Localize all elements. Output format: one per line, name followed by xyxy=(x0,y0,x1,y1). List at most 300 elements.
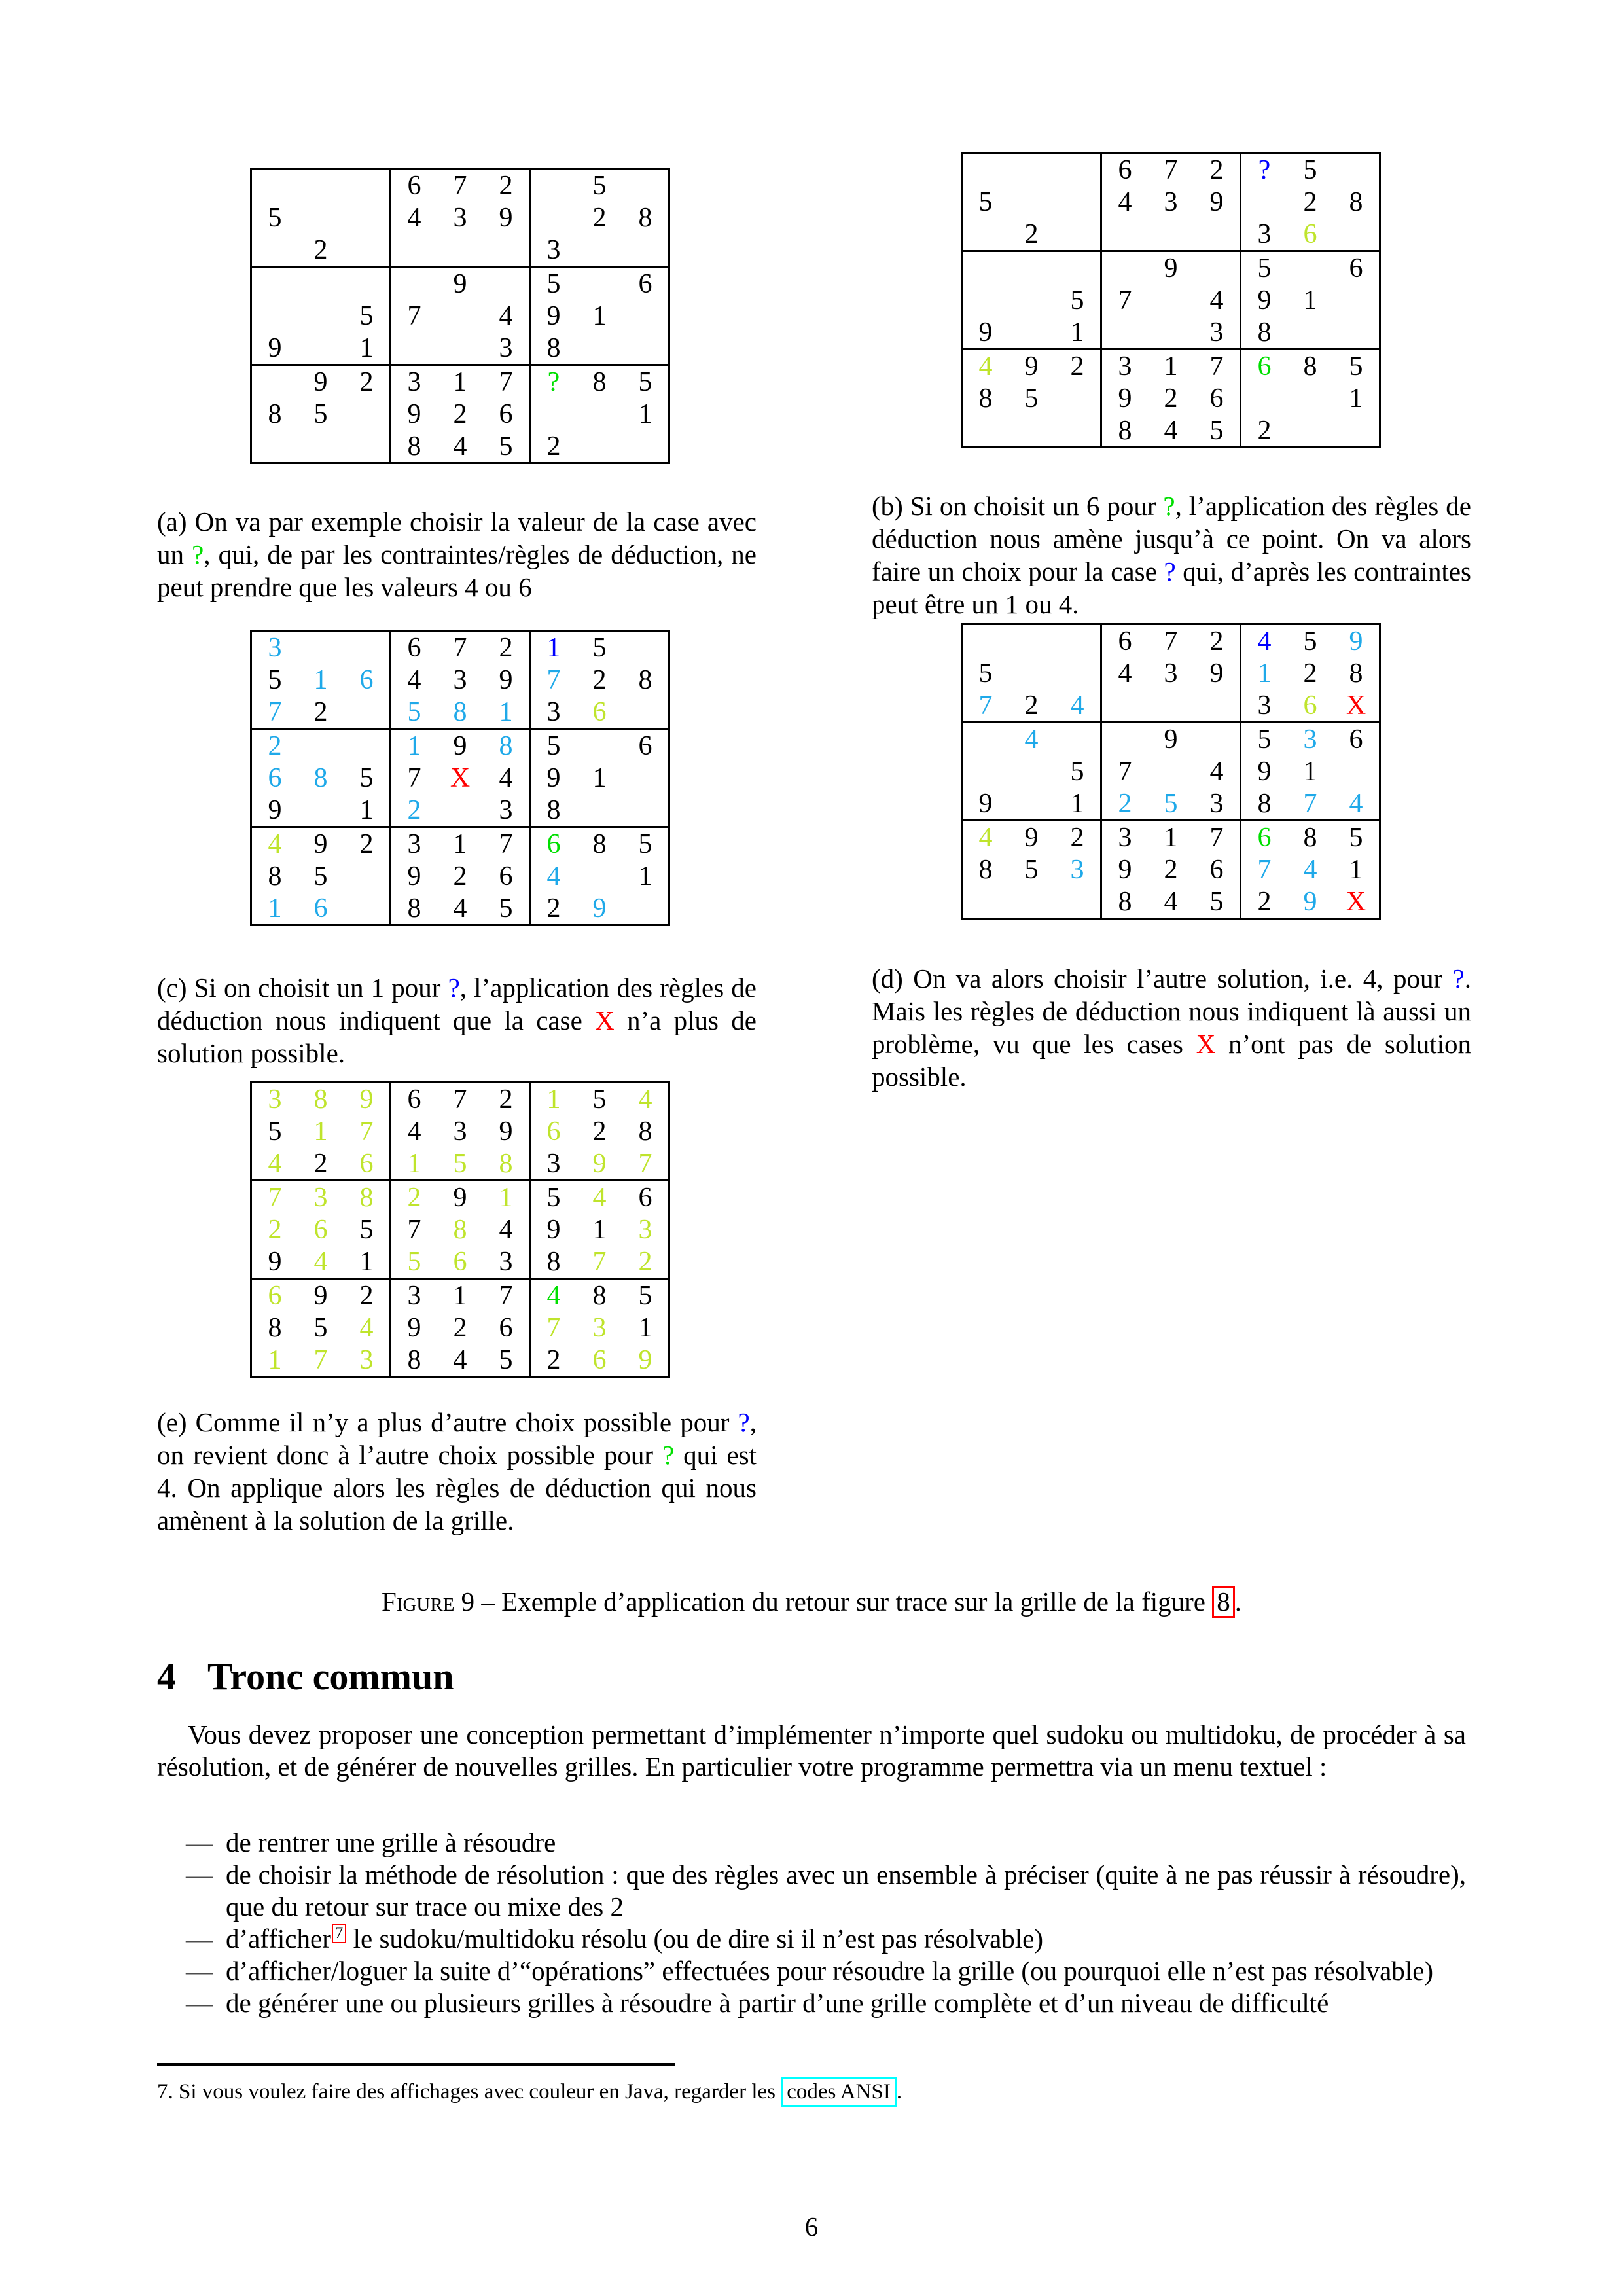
sudoku-box xyxy=(963,723,1102,821)
sudoku-cell: 9 xyxy=(978,789,993,819)
sudoku-box xyxy=(531,1083,668,1181)
sudoku-box xyxy=(963,252,1102,350)
sudoku-cell: 1 xyxy=(499,697,513,727)
subcaption-d xyxy=(872,962,1471,1093)
sudoku-cell: 9 xyxy=(499,1117,513,1147)
sudoku-cell: 4 xyxy=(1118,187,1132,217)
sudoku-cell: 2 xyxy=(638,1247,652,1277)
sudoku-cell xyxy=(1054,886,1100,918)
menu-list xyxy=(157,1827,1466,2019)
text-segment: X xyxy=(595,1005,615,1035)
sudoku-cell: X xyxy=(1346,691,1366,721)
sudoku-cell: 1 xyxy=(1303,757,1317,787)
text-segment: . Mais les règles de déduction nous indiquent là aussi un problème, vu que les cases xyxy=(872,963,1471,1059)
sudoku-cell xyxy=(963,755,1008,787)
sudoku-cell xyxy=(1102,252,1148,284)
sudoku-box xyxy=(1102,252,1241,350)
sudoku-grid-e xyxy=(250,1081,670,1378)
sudoku-cell: 9 xyxy=(313,829,328,859)
text-segment: 7. Si vous voulez faire des affichages avec couleur en Java, regarder les xyxy=(157,2080,781,2104)
sudoku-cell xyxy=(1241,186,1287,218)
sudoku-cell: 9 xyxy=(313,367,328,397)
sudoku-cell: 8 xyxy=(638,203,652,233)
sudoku-cell: 5 xyxy=(1349,823,1363,853)
text-segment: – Exemple d’application du retour sur trace sur la grille de la figure xyxy=(474,1587,1213,1617)
sudoku-cell: 7 xyxy=(1209,823,1224,853)
sudoku-cell: 4 xyxy=(313,1247,328,1277)
sudoku-cell: 8 xyxy=(453,697,467,727)
sudoku-cell: 2 xyxy=(313,1149,328,1179)
sudoku-box xyxy=(391,828,531,924)
sudoku-cell: 1 xyxy=(499,1183,513,1213)
sudoku-cell: 3 xyxy=(407,829,421,859)
sudoku-box xyxy=(963,821,1102,918)
sudoku-cell: 7 xyxy=(546,665,561,695)
sudoku-cell: 5 xyxy=(546,269,561,299)
sudoku-cell: 1 xyxy=(453,1281,467,1311)
sudoku-cell: 7 xyxy=(546,1313,561,1343)
sudoku-cell xyxy=(1008,886,1054,918)
sudoku-cell xyxy=(531,202,577,234)
sudoku-cell: 9 xyxy=(638,1345,652,1375)
sudoku-box xyxy=(531,730,668,828)
sudoku-cell: 6 xyxy=(499,399,513,429)
sudoku-cell xyxy=(577,268,622,300)
text-segment: n’ont pas de solution possible. xyxy=(872,1029,1472,1092)
sudoku-cell: 5 xyxy=(268,665,282,695)
sudoku-cell: 8 xyxy=(1349,658,1363,689)
sudoku-cell: 8 xyxy=(407,431,421,461)
sudoku-cell xyxy=(963,252,1008,284)
sudoku-cell: 3 xyxy=(546,235,561,265)
sudoku-cell: 6 xyxy=(1209,384,1224,414)
list-item-text xyxy=(226,1827,556,1857)
sudoku-cell: 8 xyxy=(268,861,282,891)
footnote-marker-link[interactable]: 7 xyxy=(332,1924,347,1943)
sudoku-cell: 2 xyxy=(1070,823,1084,853)
sudoku-cell: 2 xyxy=(453,399,467,429)
sudoku-box xyxy=(1241,252,1379,350)
sudoku-cell xyxy=(1194,723,1240,755)
sudoku-cell: 1 xyxy=(1257,658,1272,689)
sudoku-cell: 9 xyxy=(407,861,421,891)
sudoku-cell: 9 xyxy=(1257,757,1272,787)
list-item xyxy=(157,1923,1466,1955)
sudoku-cell: 6 xyxy=(638,269,652,299)
sudoku-cell: 8 xyxy=(499,1149,513,1179)
sudoku-cell: 3 xyxy=(546,1149,561,1179)
sudoku-cell: 8 xyxy=(268,399,282,429)
sudoku-cell: 3 xyxy=(407,1281,421,1311)
sudoku-cell: 9 xyxy=(499,203,513,233)
sudoku-cell xyxy=(622,332,668,364)
sudoku-cell: 6 xyxy=(313,1215,328,1245)
sudoku-cell xyxy=(1194,218,1240,250)
sudoku-cell xyxy=(298,430,344,462)
sudoku-cell: 4 xyxy=(1164,416,1178,446)
sudoku-cell: 8 xyxy=(1303,823,1317,853)
sudoku-cell: 2 xyxy=(268,731,282,761)
page-number: 6 xyxy=(804,2212,819,2242)
sudoku-grid-c xyxy=(250,630,670,926)
sudoku-cell: 9 xyxy=(359,1085,374,1115)
text-segment: (b) Si on choisit un 6 pour xyxy=(872,491,1164,521)
sudoku-cell: 9 xyxy=(1303,887,1317,917)
sudoku-box xyxy=(252,730,391,828)
sudoku-cell: 2 xyxy=(592,1117,607,1147)
sudoku-cell: 5 xyxy=(313,861,328,891)
sudoku-cell: 2 xyxy=(1164,855,1178,885)
hyperlink[interactable]: codes ANSI xyxy=(781,2077,897,2107)
sudoku-cell: 4 xyxy=(1070,691,1084,721)
sudoku-cell: 7 xyxy=(407,763,421,793)
text-segment: ? xyxy=(1452,963,1465,994)
sudoku-cell: X xyxy=(450,763,471,793)
sudoku-cell: 6 xyxy=(499,1313,513,1343)
sudoku-cell: 6 xyxy=(268,1281,282,1311)
list-item-text xyxy=(226,1859,1466,1922)
list-item xyxy=(157,1859,1466,1923)
sudoku-box xyxy=(1241,625,1379,723)
sudoku-cell xyxy=(1054,218,1100,250)
sudoku-cell: 9 xyxy=(1024,351,1039,382)
sudoku-cell: 4 xyxy=(978,823,993,853)
sudoku-box xyxy=(391,632,531,730)
sudoku-cell: 1 xyxy=(592,301,607,331)
sudoku-cell: 1 xyxy=(1303,285,1317,315)
item-dash: — xyxy=(186,1988,213,2018)
sudoku-cell: 4 xyxy=(1118,658,1132,689)
sudoku-cell: 6 xyxy=(1303,219,1317,249)
cross-reference-link[interactable]: 8 xyxy=(1212,1586,1235,1618)
sudoku-cell: ? xyxy=(547,367,560,397)
sudoku-cell xyxy=(1054,723,1100,755)
sudoku-cell: 7 xyxy=(1118,757,1132,787)
sudoku-cell: 3 xyxy=(268,633,282,663)
sudoku-box xyxy=(252,170,391,268)
sudoku-cell: 2 xyxy=(313,235,328,265)
item-dash: — xyxy=(186,1859,213,1890)
sudoku-cell: 2 xyxy=(546,1345,561,1375)
text-segment: n’a plus de solution possible. xyxy=(157,1005,757,1068)
sudoku-cell: 7 xyxy=(638,1149,652,1179)
sudoku-cell: 3 xyxy=(499,333,513,363)
sudoku-cell: 9 xyxy=(592,893,607,924)
subcaption-a xyxy=(157,505,757,603)
sudoku-box xyxy=(531,268,668,366)
sudoku-cell: 2 xyxy=(546,431,561,461)
sudoku-box xyxy=(391,366,531,462)
sudoku-cell xyxy=(577,730,622,762)
sudoku-cell xyxy=(1008,787,1054,819)
sudoku-cell: 8 xyxy=(1257,317,1272,348)
sudoku-cell xyxy=(1008,252,1054,284)
sudoku-cell: 1 xyxy=(313,1117,328,1147)
text-segment: qui, d’après les contraintes peut être un 1 ou 4. xyxy=(872,556,1471,619)
sudoku-cell xyxy=(1194,689,1240,721)
sudoku-cell: 8 xyxy=(499,731,513,761)
sudoku-cell: 3 xyxy=(1209,789,1224,819)
sudoku-cell: 5 xyxy=(499,431,513,461)
sudoku-cell xyxy=(963,218,1008,250)
sudoku-cell: 7 xyxy=(1257,855,1272,885)
sudoku-cell xyxy=(531,170,577,202)
sudoku-cell: 7 xyxy=(313,1345,328,1375)
sudoku-cell: 2 xyxy=(407,1183,421,1213)
sudoku-cell: 4 xyxy=(407,665,421,695)
text-segment: ? xyxy=(192,539,204,569)
sudoku-cell: 2 xyxy=(1118,789,1132,819)
sudoku-cell: 4 xyxy=(1257,626,1272,656)
sudoku-cell xyxy=(1008,755,1054,787)
list-item xyxy=(157,1987,1466,2019)
sudoku-cell: 4 xyxy=(453,893,467,924)
sudoku-cell: 8 xyxy=(1349,187,1363,217)
sudoku-cell xyxy=(622,794,668,826)
sudoku-cell: 2 xyxy=(1303,658,1317,689)
sudoku-cell xyxy=(531,398,577,430)
sudoku-box xyxy=(252,268,391,366)
sudoku-cell xyxy=(577,332,622,364)
sudoku-cell: 8 xyxy=(592,367,607,397)
sudoku-box xyxy=(391,1083,531,1181)
sudoku-cell xyxy=(1102,218,1148,250)
sudoku-cell: 2 xyxy=(268,1215,282,1245)
sudoku-cell: 3 xyxy=(453,1117,467,1147)
sudoku-cell: 5 xyxy=(638,367,652,397)
text-segment: qui est 4. On applique alors les règles de déduction qui nous amènent à la solution de la grille. xyxy=(157,1440,757,1535)
footnote xyxy=(157,2077,1466,2107)
sudoku-cell: 5 xyxy=(546,731,561,761)
sudoku-cell: 9 xyxy=(1118,855,1132,885)
sudoku-cell xyxy=(577,794,622,826)
sudoku-cell xyxy=(252,430,298,462)
sudoku-cell: 1 xyxy=(359,1247,374,1277)
sudoku-grid-d xyxy=(961,623,1381,920)
sudoku-cell xyxy=(1008,154,1054,186)
sudoku-grid-b xyxy=(961,152,1381,448)
sudoku-cell xyxy=(622,430,668,462)
sudoku-cell xyxy=(252,268,298,300)
subcaption-c xyxy=(157,971,757,1069)
sudoku-cell: 2 xyxy=(546,893,561,924)
sudoku-box xyxy=(252,828,391,924)
sudoku-cell: 2 xyxy=(359,1281,374,1311)
sudoku-cell: 2 xyxy=(499,171,513,201)
sudoku-cell: 2 xyxy=(499,1085,513,1115)
sudoku-cell: 7 xyxy=(1164,155,1178,185)
sudoku-cell: 8 xyxy=(592,829,607,859)
sudoku-cell: 9 xyxy=(1209,187,1224,217)
sudoku-cell: 8 xyxy=(268,1313,282,1343)
sudoku-cell: 2 xyxy=(1209,155,1224,185)
list-item-text xyxy=(226,1988,1329,2018)
sudoku-box xyxy=(963,350,1102,446)
sudoku-cell: 4 xyxy=(407,203,421,233)
sudoku-cell: 1 xyxy=(638,399,652,429)
sudoku-cell: 7 xyxy=(1118,285,1132,315)
sudoku-cell: 2 xyxy=(359,829,374,859)
sudoku-box xyxy=(252,1280,391,1376)
sudoku-cell: 7 xyxy=(592,1247,607,1277)
sudoku-cell: 1 xyxy=(638,861,652,891)
sudoku-cell: 5 xyxy=(592,633,607,663)
sudoku-cell: 5 xyxy=(638,829,652,859)
sudoku-cell: 5 xyxy=(1303,155,1317,185)
text-segment: d’afficher xyxy=(226,1924,331,1954)
sudoku-box xyxy=(1241,723,1379,821)
sudoku-cell: 2 xyxy=(592,203,607,233)
sudoku-cell: 7 xyxy=(499,829,513,859)
text-segment: (d) On va alors choisir l’autre solution, i.e. 4, pour xyxy=(872,963,1453,994)
sudoku-cell: 9 xyxy=(268,1247,282,1277)
text-segment: , qui, de par les contraintes/règles de déduction, ne peut prendre que les valeurs 4 ou 6 xyxy=(157,539,757,602)
sudoku-cell: 6 xyxy=(592,697,607,727)
sudoku-cell: 5 xyxy=(978,187,993,217)
sudoku-box xyxy=(1241,350,1379,446)
sudoku-cell: 8 xyxy=(1118,887,1132,917)
sudoku-cell: 4 xyxy=(407,1117,421,1147)
sudoku-cell xyxy=(391,268,437,300)
sudoku-cell: ? xyxy=(1258,155,1271,185)
sudoku-cell xyxy=(252,366,298,398)
sudoku-cell xyxy=(1008,657,1054,689)
sudoku-cell xyxy=(577,398,622,430)
sudoku-cell: 5 xyxy=(313,1313,328,1343)
sudoku-cell xyxy=(577,860,622,892)
sudoku-box xyxy=(252,632,391,730)
sudoku-cell: 8 xyxy=(978,855,993,885)
sudoku-cell: 5 xyxy=(592,171,607,201)
sudoku-cell: 2 xyxy=(1303,187,1317,217)
sudoku-cell: 9 xyxy=(268,795,282,825)
sudoku-box xyxy=(391,1181,531,1280)
sudoku-cell xyxy=(344,268,389,300)
sudoku-cell: 5 xyxy=(407,697,421,727)
sudoku-cell: 5 xyxy=(1257,725,1272,755)
sudoku-cell: 1 xyxy=(453,829,467,859)
text-segment: , on revient donc à l’autre choix possible pour xyxy=(157,1407,757,1470)
sudoku-cell: 6 xyxy=(1257,351,1272,382)
sudoku-cell: 5 xyxy=(1209,887,1224,917)
sudoku-cell: 4 xyxy=(1164,887,1178,917)
sudoku-cell: 9 xyxy=(1349,626,1363,656)
section-title: Tronc commun xyxy=(207,1655,454,1698)
sudoku-cell: 9 xyxy=(499,665,513,695)
sudoku-box xyxy=(531,366,668,462)
sudoku-cell: 4 xyxy=(1024,725,1039,755)
sudoku-cell: 3 xyxy=(453,665,467,695)
sudoku-cell: 6 xyxy=(359,1149,374,1179)
sudoku-box xyxy=(1102,821,1241,918)
sudoku-cell: 3 xyxy=(546,697,561,727)
sudoku-cell: 8 xyxy=(407,893,421,924)
list-item xyxy=(157,1955,1466,1987)
text-segment: (e) Comme il n’y a plus d’autre choix possible pour xyxy=(157,1407,738,1437)
sudoku-cell xyxy=(1102,689,1148,721)
sudoku-cell xyxy=(622,892,668,924)
sudoku-box xyxy=(252,1083,391,1181)
sudoku-cell xyxy=(344,170,389,202)
sudoku-cell: 6 xyxy=(1303,691,1317,721)
sudoku-cell xyxy=(1148,316,1194,348)
sudoku-cell: 9 xyxy=(453,731,467,761)
sudoku-cell: 4 xyxy=(592,1183,607,1213)
sudoku-cell: 5 xyxy=(978,658,993,689)
sudoku-cell xyxy=(344,202,389,234)
sudoku-cell: 9 xyxy=(546,1215,561,1245)
sudoku-cell: 3 xyxy=(407,367,421,397)
sudoku-cell xyxy=(298,300,344,332)
sudoku-cell xyxy=(1333,414,1379,446)
sudoku-cell xyxy=(298,332,344,364)
sudoku-cell xyxy=(1054,414,1100,446)
sudoku-cell xyxy=(1008,316,1054,348)
sudoku-box xyxy=(1241,821,1379,918)
sudoku-cell: 9 xyxy=(407,399,421,429)
text-segment: ? xyxy=(738,1407,750,1437)
text-segment: X xyxy=(1196,1029,1216,1059)
text-segment: de rentrer une grille à résoudre xyxy=(226,1827,556,1857)
sudoku-cell: 7 xyxy=(978,691,993,721)
sudoku-cell: 4 xyxy=(546,1281,561,1311)
sudoku-cell xyxy=(344,234,389,266)
sudoku-box xyxy=(391,730,531,828)
sudoku-cell: 9 xyxy=(546,763,561,793)
sudoku-cell: 6 xyxy=(407,633,421,663)
sudoku-cell: 5 xyxy=(359,763,374,793)
sudoku-cell: 5 xyxy=(1164,789,1178,819)
sudoku-cell: 3 xyxy=(499,1247,513,1277)
sudoku-cell: 1 xyxy=(1164,351,1178,382)
sudoku-cell xyxy=(344,632,389,664)
sudoku-cell: 3 xyxy=(1118,823,1132,853)
sudoku-cell: 5 xyxy=(1070,757,1084,787)
sudoku-cell: 4 xyxy=(546,861,561,891)
sudoku-cell: 1 xyxy=(546,633,561,663)
sudoku-cell: 5 xyxy=(1024,384,1039,414)
sudoku-box xyxy=(531,1181,668,1280)
sudoku-cell: 8 xyxy=(407,1345,421,1375)
sudoku-cell xyxy=(1194,252,1240,284)
sudoku-cell xyxy=(344,730,389,762)
sudoku-cell: 5 xyxy=(268,203,282,233)
sudoku-cell: 2 xyxy=(1070,351,1084,382)
sudoku-cell: 4 xyxy=(1209,757,1224,787)
sudoku-cell: 6 xyxy=(1118,155,1132,185)
footnote-rule xyxy=(157,2063,675,2066)
sudoku-cell: 1 xyxy=(268,893,282,924)
sudoku-cell xyxy=(1054,252,1100,284)
sudoku-box xyxy=(391,170,531,268)
sudoku-cell: 9 xyxy=(546,301,561,331)
sudoku-box xyxy=(1102,350,1241,446)
sudoku-cell xyxy=(622,632,668,664)
text-segment: ? xyxy=(1164,556,1176,586)
sudoku-cell: 1 xyxy=(453,367,467,397)
section-number: 4 xyxy=(157,1655,176,1698)
sudoku-cell: 6 xyxy=(1349,725,1363,755)
sudoku-cell: 9 xyxy=(978,317,993,348)
sudoku-cell: 4 xyxy=(1349,789,1363,819)
sudoku-cell: 1 xyxy=(1070,317,1084,348)
sudoku-cell: 7 xyxy=(359,1117,374,1147)
sudoku-cell: 1 xyxy=(1349,855,1363,885)
sudoku-cell: 8 xyxy=(978,384,993,414)
sudoku-cell xyxy=(391,234,437,266)
sudoku-cell: 2 xyxy=(592,665,607,695)
sudoku-cell: 2 xyxy=(313,697,328,727)
